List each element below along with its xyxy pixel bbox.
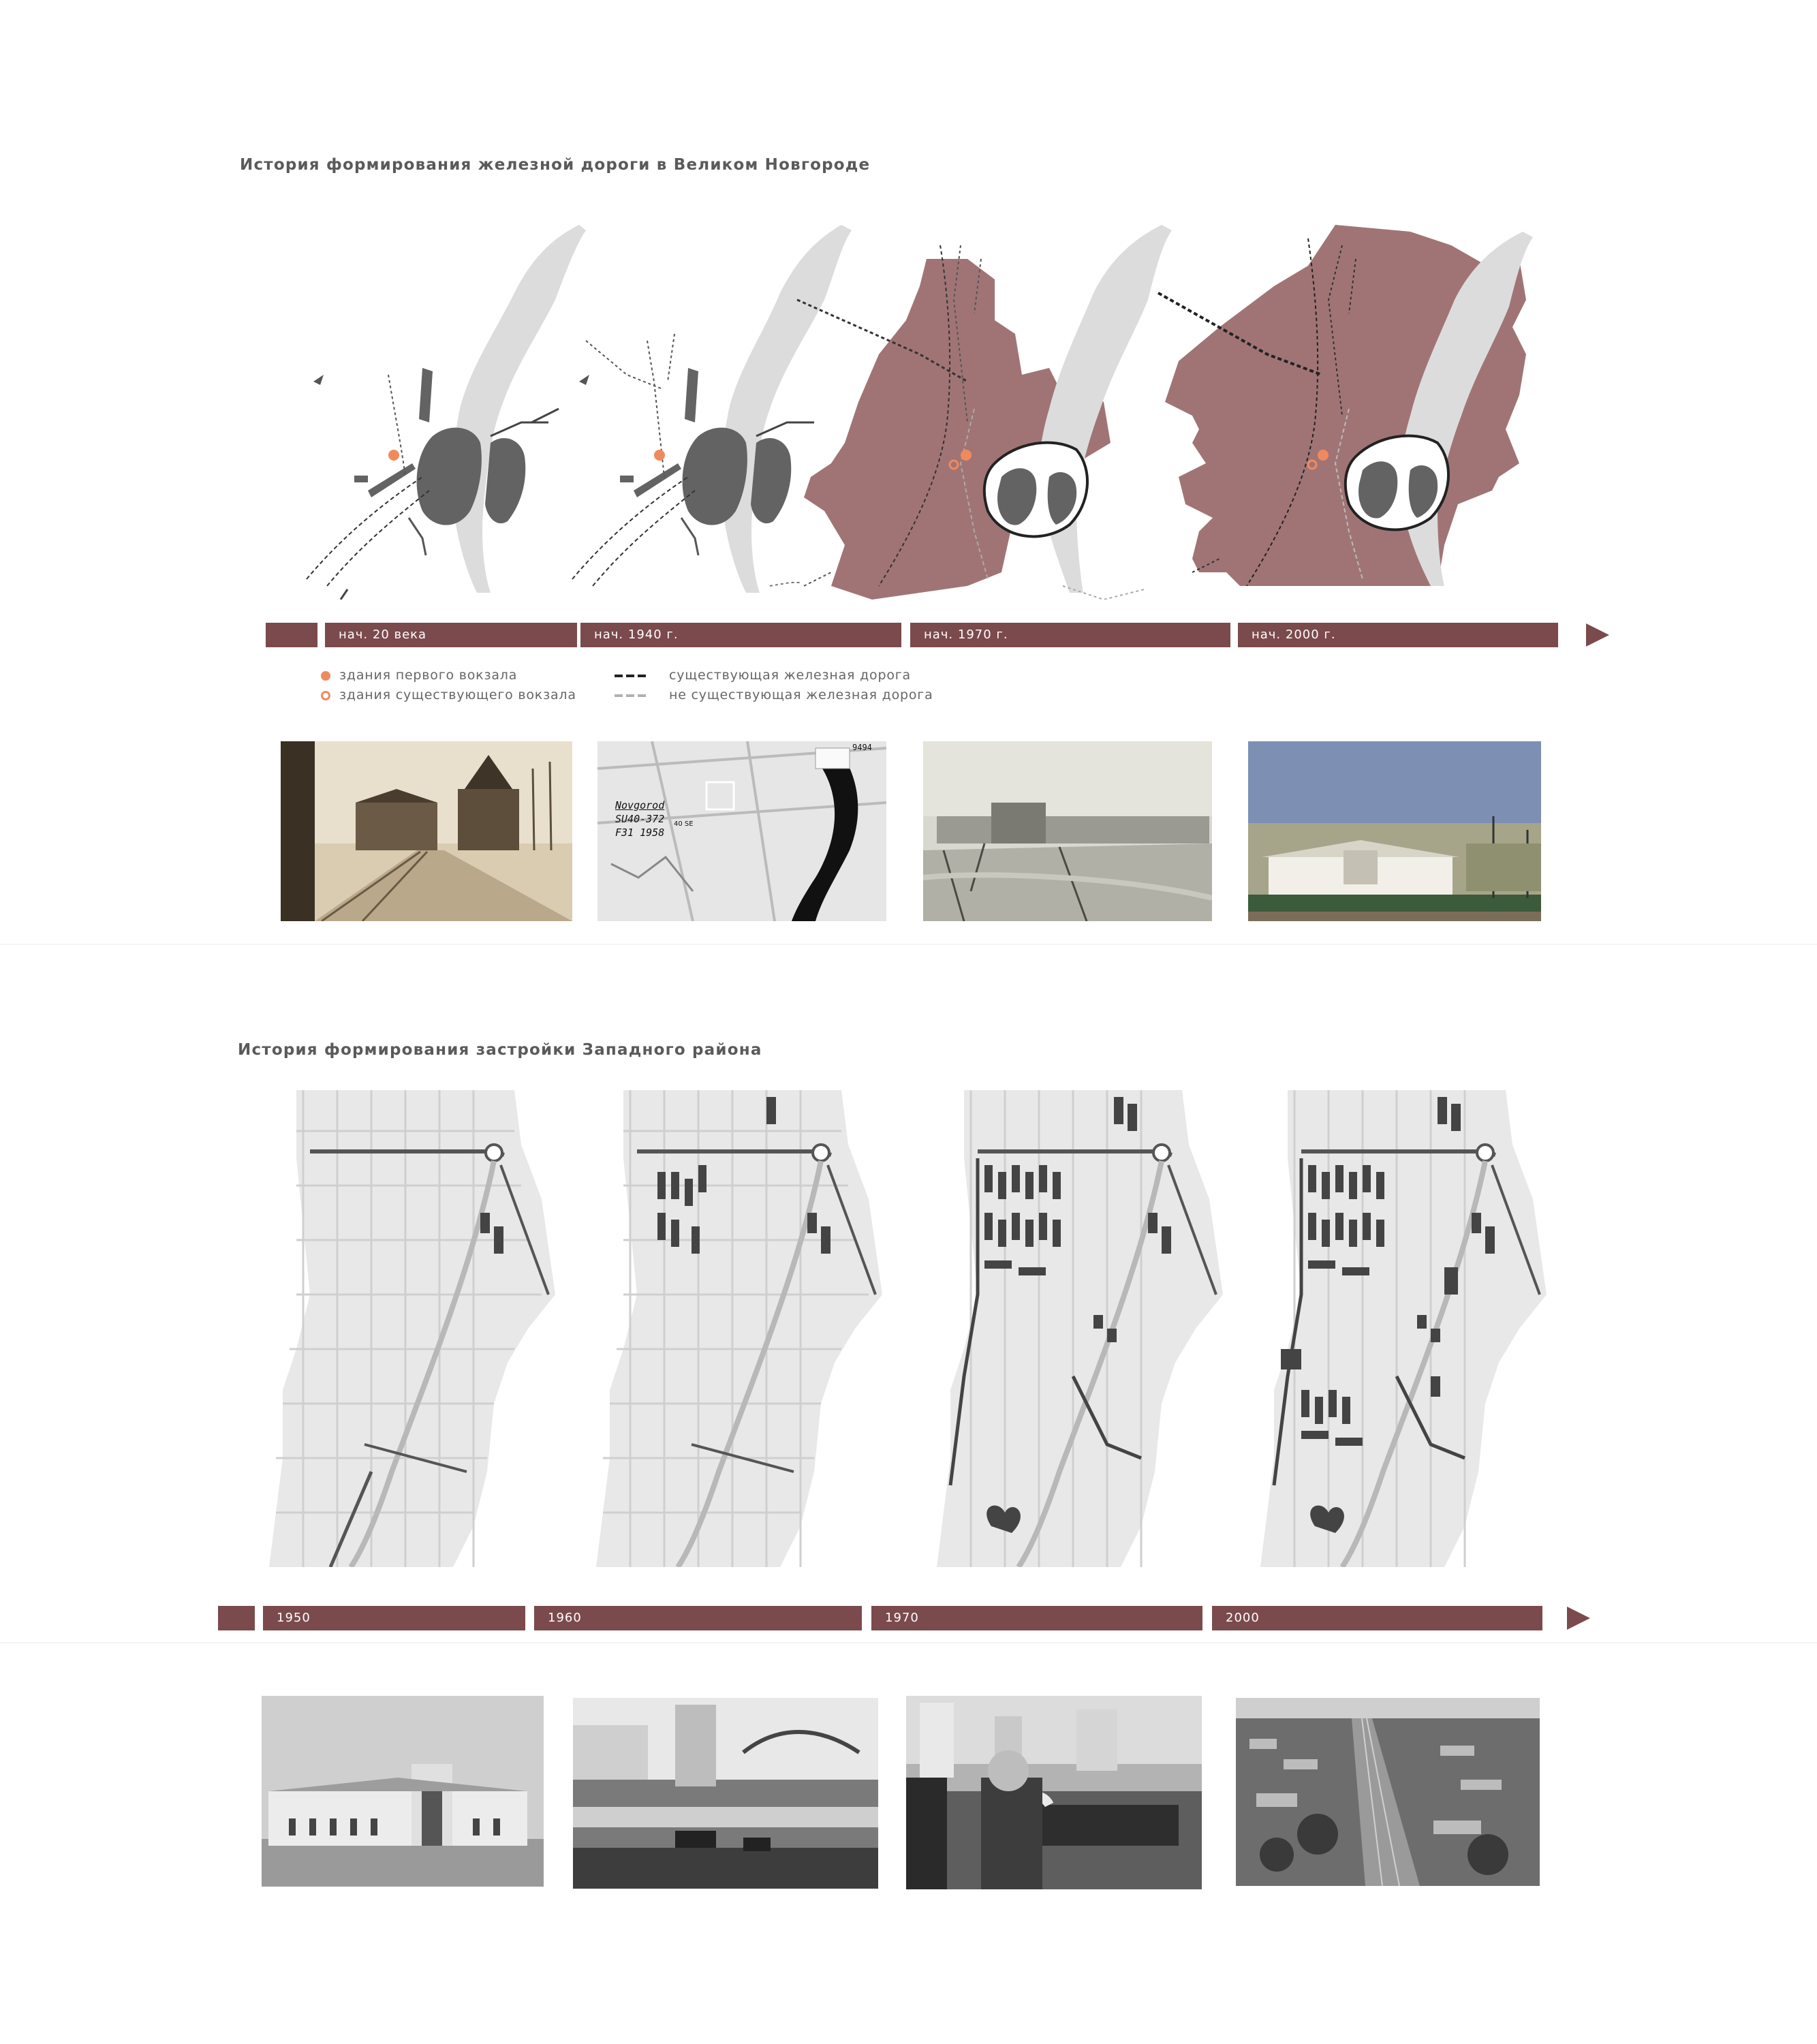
legend-existing-rail: существующая железная дорога [669, 668, 911, 683]
photo-station-2000 [1248, 741, 1541, 921]
legend-nonexisting-rail: не существующая железная дорога [669, 687, 933, 702]
legend-current-station: здания существующего вокзала [339, 687, 576, 702]
timeline1-segment-1: нач. 20 века [325, 623, 577, 647]
photo-railyard-1970-image [906, 1696, 1202, 1889]
divider-section1 [0, 944, 1817, 945]
timeline2-segment-4: 2000 [1212, 1606, 1542, 1630]
district-map-svg-2000 [1260, 1090, 1547, 1567]
section2-title: История формирования застройки Западного района [238, 1041, 762, 1059]
first-station-dot-icon [320, 670, 331, 681]
nonexisting-rail-line-icon [615, 693, 646, 698]
photo-early-station-image [281, 741, 572, 921]
rail-map-svg-3 [790, 218, 1172, 600]
photo-station-1970-image [923, 741, 1212, 921]
photo-aerial-2000 [1236, 1698, 1540, 1886]
annotation-line-2: SU40-372 [615, 813, 665, 825]
annotation-line-1: Novgorod [615, 799, 665, 811]
district-map-1950 [269, 1090, 555, 1567]
district-map-2000 [1260, 1090, 1547, 1567]
district-map-svg-1950 [269, 1090, 555, 1567]
section1-title: История формирования железной дороги в Великом Новгороде [240, 156, 871, 174]
timeline2-segment-2: 1960 [534, 1606, 862, 1630]
existing-rail-line-icon [615, 673, 646, 679]
photo-aerial-1940 [597, 741, 886, 921]
timeline2-segment-1: 1950 [263, 1606, 525, 1630]
rail-map-2000 [1151, 218, 1533, 586]
district-map-1970 [937, 1090, 1223, 1567]
photo-aerial-number: 9494 [852, 743, 872, 752]
timeline1-arrow-icon [1586, 623, 1609, 647]
timeline1-segment-3: нач. 1970 г. [910, 623, 1230, 647]
photo-station-1950-image [262, 1696, 544, 1887]
timeline2-segment-3: 1970 [871, 1606, 1202, 1630]
legend-first-station: здания первого вокзала [339, 668, 518, 683]
timeline1-segment-2: нач. 1940 г. [580, 623, 901, 647]
rail-map-early-20th [286, 218, 593, 600]
photo-aerial-2000-image [1236, 1698, 1540, 1886]
divider-section2 [0, 1642, 1817, 1643]
district-map-1960 [596, 1090, 882, 1567]
rail-map-svg-4 [1151, 218, 1533, 586]
district-map-svg-1960 [596, 1090, 882, 1567]
district-map-svg-1970 [937, 1090, 1223, 1567]
photo-station-1970 [923, 741, 1212, 921]
photo-station-1950 [262, 1696, 544, 1887]
photo-city-1960-image [573, 1698, 878, 1889]
timeline1-segment-4: нач. 2000 г. [1238, 623, 1558, 647]
rail-map-svg-1 [286, 218, 593, 600]
timeline2-arrow-icon [1567, 1607, 1590, 1630]
timeline1-start-block [266, 623, 317, 647]
photo-aerial-mark: 40 SE [674, 820, 694, 828]
current-station-ring-icon [320, 690, 331, 701]
legend [320, 668, 1001, 709]
photo-railyard-1970 [906, 1696, 1202, 1889]
photo-city-1960 [573, 1698, 878, 1889]
photo-station-2000-image [1248, 741, 1541, 921]
annotation-line-3: F31 1958 [615, 826, 665, 839]
rail-map-1970 [790, 218, 1172, 600]
photo-early-station [281, 741, 572, 921]
timeline2-start-block [218, 1606, 255, 1630]
photo-aerial-annotation [615, 799, 664, 839]
